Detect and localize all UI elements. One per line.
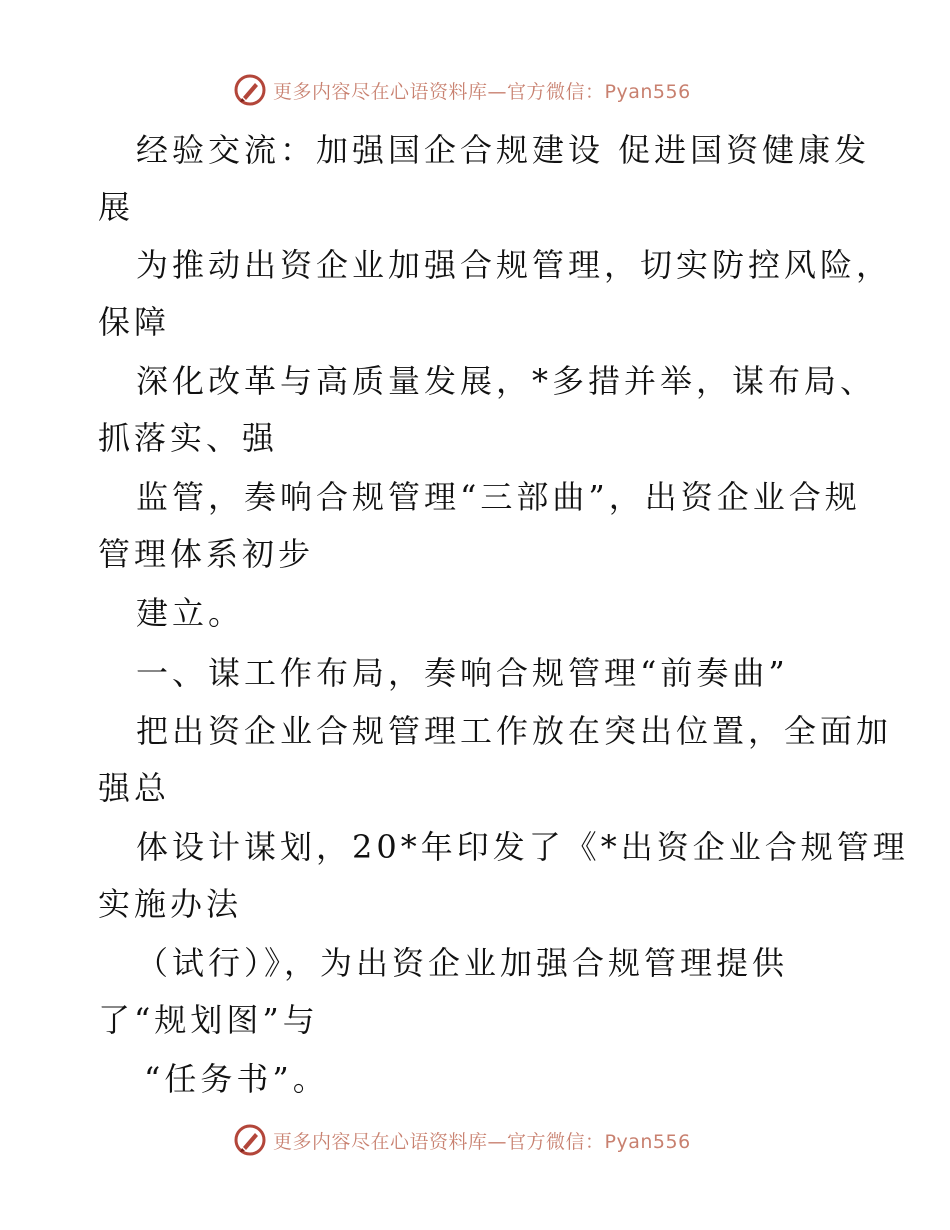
watermark-header [233, 72, 691, 108]
text-line: 把出资企业合规管理工作放在突出位置，全面加 [136, 712, 893, 750]
text-line: 强总 [98, 769, 171, 807]
text-line: （试行）》，为出资企业加强合规管理提供 [136, 944, 789, 982]
text-line: 深化改革与高质量发展，*多措并举，谋布局、 [136, 362, 877, 400]
text-line: 实施办法 [98, 885, 243, 923]
text-line: 保障 [98, 303, 171, 341]
watermark-text: 更多内容尽在心语资料库—官方微信：Pyan556 [273, 1130, 691, 1153]
watermark-footer [233, 1122, 691, 1158]
text-line: 体设计谋划，20*年印发了《*出资企业合规管理 [136, 828, 909, 866]
text-line: 管理体系初步 [98, 535, 315, 573]
section-heading: 一、谋工作布局，奏响合规管理“前奏曲” [136, 654, 789, 692]
text-line: 为推动出资企业加强合规管理，切实防控风险， [136, 246, 893, 284]
text-line: 经验交流：加强国企合规建设 促进国资健康发 [136, 131, 871, 169]
text-line: 展 [98, 188, 135, 226]
watermark-text: 更多内容尽在心语资料库—官方微信：Pyan556 [273, 80, 691, 103]
text-line: 了“规划图”与 [98, 1001, 319, 1039]
pen-nib-icon [233, 73, 267, 107]
text-line: “任务书”。 [144, 1060, 329, 1098]
text-line: 监管，奏响合规管理“三部曲”，出资企业合规 [136, 478, 861, 516]
text-line: 建立。 [136, 594, 245, 632]
text-line: 抓落实、强 [98, 419, 279, 457]
pen-nib-icon [233, 1123, 267, 1157]
